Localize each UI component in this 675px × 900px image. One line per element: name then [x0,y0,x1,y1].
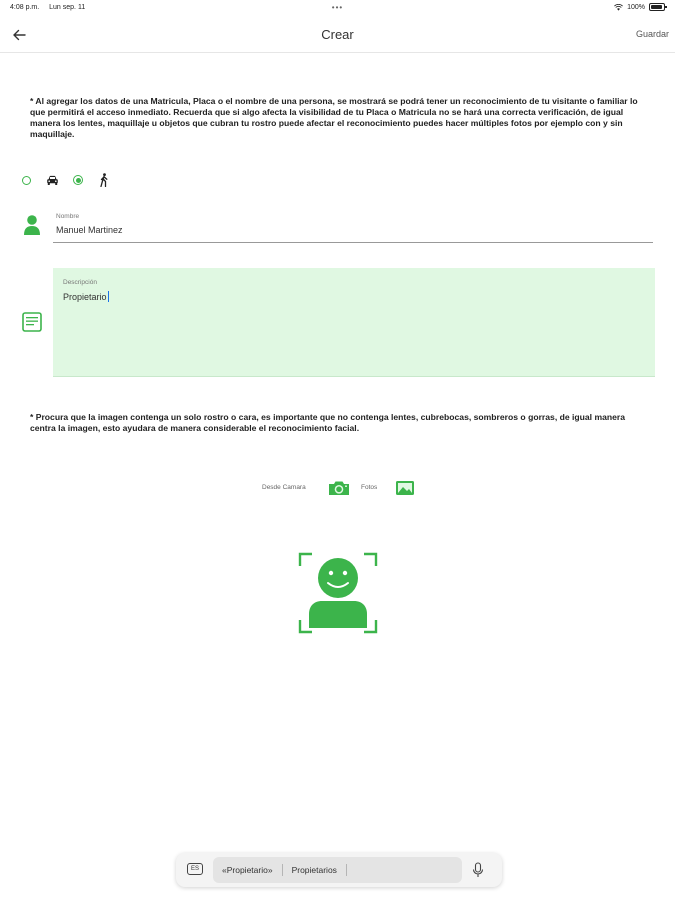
photo-source-row [0,480,675,498]
camera-label: Desde Camara [262,484,306,491]
name-field-value: Manuel Martinez [56,225,123,235]
gallery-image-icon[interactable] [395,480,415,496]
suggestion-divider [346,864,347,876]
description-field[interactable] [53,268,655,377]
info-paragraph: * Al agregar los datos de una Matricula, Placa o el nombre de una persona, se mostrará se podrá tener un reconocimiento de tu visitante o familiar lo que permitirá el acceso inmediato. Recuerda que si algo afecta la visibilidad de tu Placa o Matricula no se hará una correcta verificación, de igual manera los lentes, maquillaje u objetos que cubran tu rostro puede afectar el reconocimiento puedes hacer múltiples fotos por ejemplo con y sin maquillaje. [30,96,638,139]
multitasking-dots: ••• [331,3,344,12]
language-key[interactable]: ES [187,863,203,875]
suggestions-strip [213,857,462,883]
description-text: Propietario [63,292,107,302]
status-time: 4:08 p.m. [10,4,40,11]
walking-person-icon [98,173,110,187]
description-field-value [63,291,109,302]
vehicle-option[interactable] [44,172,60,188]
description-field-label: Descripción [63,279,97,286]
microphone-icon[interactable] [472,862,484,878]
text-cursor [108,291,109,302]
page-title: Crear [321,27,354,42]
car-icon [46,175,59,186]
status-right [614,3,665,11]
status-date: Lun sep. 11 [49,4,86,11]
navigation-bar [0,18,675,53]
tip-paragraph: * Procura que la imagen contenga un solo rostro o cara, es importante que no contenga lentes, cubrebocas, sombreros o gorras, de igual manera centra la imagen, esto ayudara de manera considerable el reconocimiento facial. [30,412,626,433]
name-field-label: Nombre [56,213,80,220]
battery-percent: 100% [627,3,645,11]
type-selector [18,172,112,188]
name-row [20,210,656,244]
radio-unselected-option[interactable] [18,172,34,188]
photos-label: Fotos [361,484,378,491]
name-field[interactable] [53,210,653,243]
wifi-icon [614,4,623,11]
person-icon [23,214,41,236]
camera-icon[interactable] [328,480,350,496]
radio-selected-option[interactable] [70,172,86,188]
save-button[interactable]: Guardar [635,29,669,39]
description-row [20,268,656,378]
pedestrian-option[interactable] [96,172,112,188]
radio-selected-icon [73,175,83,185]
face-scan-icon[interactable] [298,552,378,634]
keyboard-suggestion-bar [176,853,502,887]
battery-icon [649,3,665,11]
status-bar [0,0,675,16]
suggestion-item[interactable]: Propietarios [291,865,337,875]
document-icon [22,312,42,332]
radio-unselected-icon [22,176,31,185]
suggestion-item[interactable]: «Propietario» [222,865,273,875]
